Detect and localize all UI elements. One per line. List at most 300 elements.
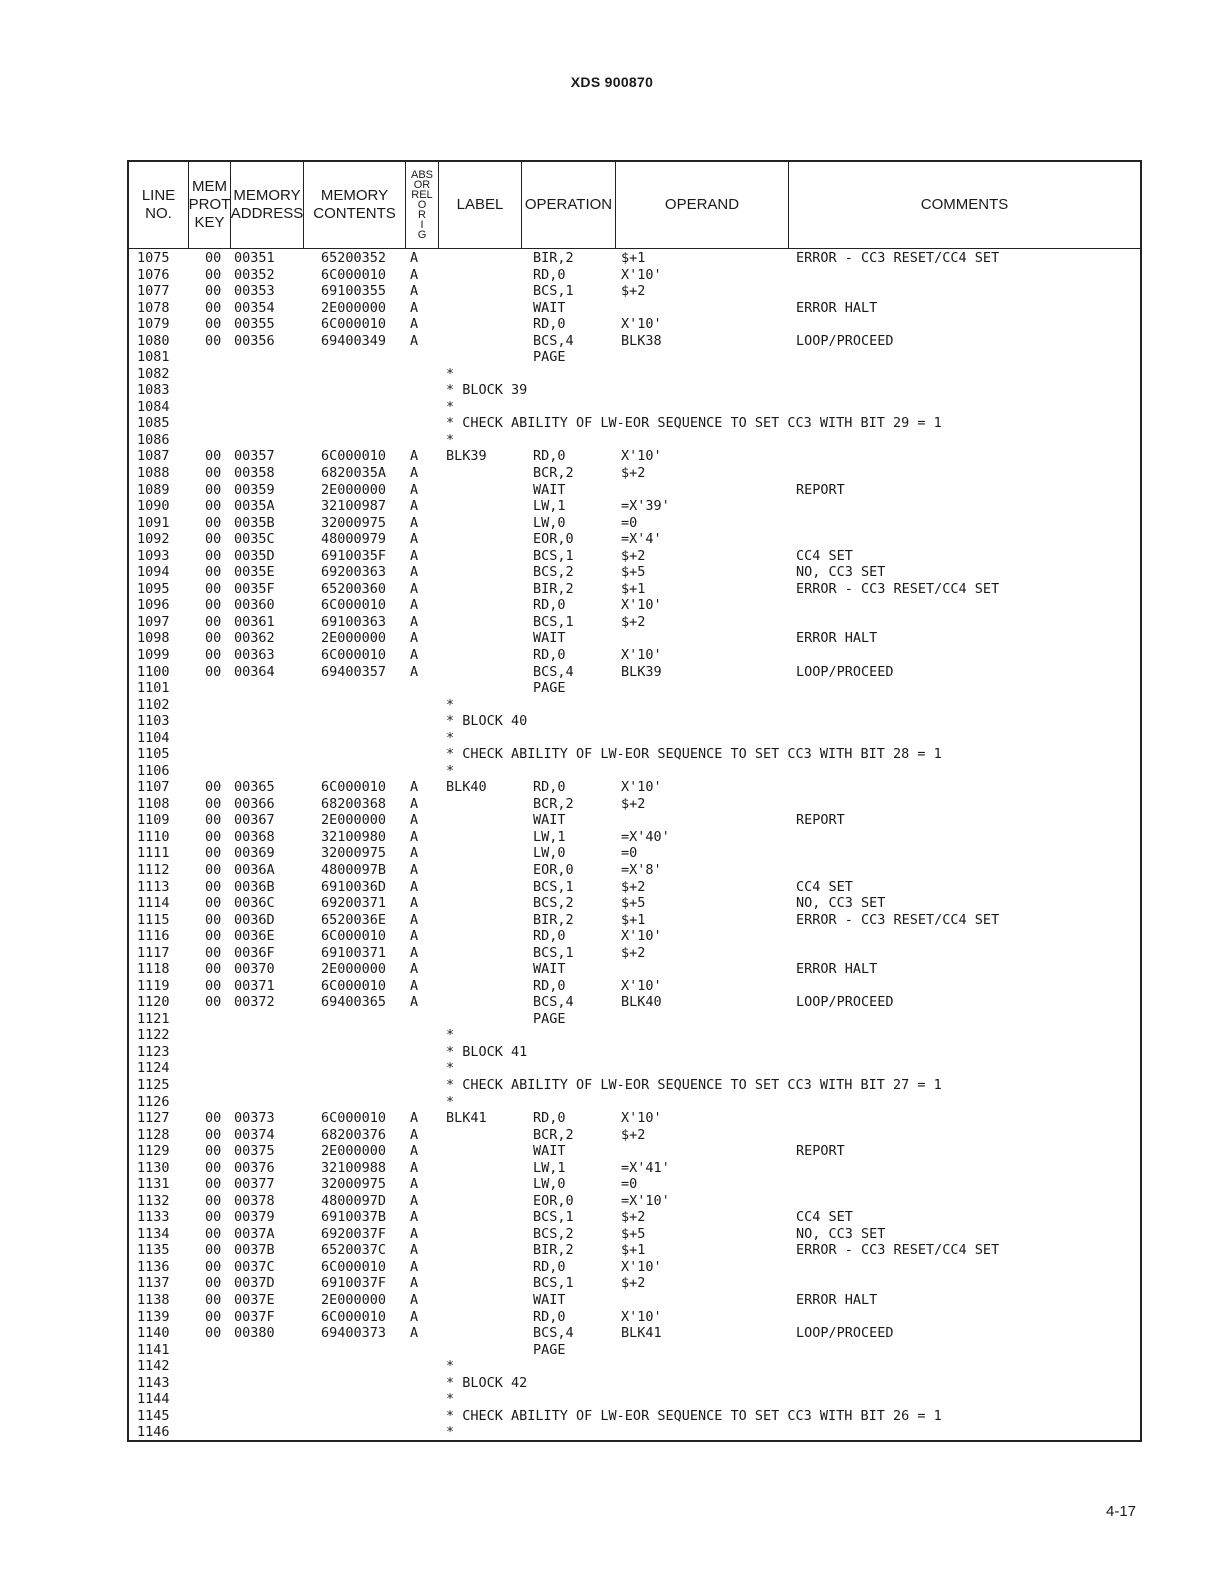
operand-cell: =0 — [621, 845, 638, 862]
line-number: 1113 — [137, 878, 170, 895]
abs-rel-flag: A — [410, 283, 419, 300]
operand-cell: X'10' — [621, 1110, 662, 1127]
mem-prot-key: 00 — [205, 547, 222, 564]
table-row — [129, 1110, 1140, 1127]
memory-address: 00367 — [234, 812, 275, 829]
comment-cell: REPORT — [796, 812, 845, 829]
label-cell: * — [446, 1093, 455, 1110]
memory-contents: 68200376 — [321, 1126, 387, 1143]
mem-prot-key: 00 — [205, 928, 222, 945]
abs-rel-flag: A — [410, 1209, 419, 1226]
table-row — [129, 895, 1140, 912]
comment-cell: REPORT — [796, 1143, 845, 1160]
mem-prot-key: 00 — [205, 795, 222, 812]
memory-contents: 32100987 — [321, 498, 387, 515]
line-number: 1110 — [137, 828, 170, 845]
table-row — [129, 1358, 1140, 1375]
table-row — [129, 862, 1140, 879]
operand-cell: X'10' — [621, 977, 662, 994]
operand-cell: $+1 — [621, 1242, 646, 1259]
comment-cell: LOOP/PROCEED — [796, 332, 894, 349]
label-cell: BLK40 — [446, 779, 487, 796]
operand-cell: $+2 — [621, 795, 646, 812]
mem-prot-key: 00 — [205, 779, 222, 796]
line-number: 1111 — [137, 845, 170, 862]
memory-address: 0037A — [234, 1225, 275, 1242]
operand-cell: =X'8' — [621, 861, 662, 878]
table-row — [129, 680, 1140, 697]
abs-rel-flag: A — [410, 266, 419, 283]
line-number: 1128 — [137, 1126, 170, 1143]
comment-cell: LOOP/PROCEED — [796, 1325, 894, 1342]
comment-cell: CC4 SET — [796, 1209, 853, 1226]
operand-cell: X'10' — [621, 316, 662, 333]
memory-contents: 6C000010 — [321, 1308, 387, 1325]
abs-rel-flag: A — [410, 1325, 419, 1342]
label-cell: * — [446, 431, 455, 448]
line-number: 1106 — [137, 762, 170, 779]
operation-cell: LW,1 — [533, 1159, 566, 1176]
abs-rel-flag: A — [410, 1242, 419, 1259]
header-memory-address: MEMORY ADDRESS — [230, 187, 304, 222]
abs-rel-flag: A — [410, 812, 419, 829]
memory-address: 0035C — [234, 531, 275, 548]
memory-address: 00365 — [234, 779, 275, 796]
header-operand: OPERAND — [664, 196, 740, 213]
label-cell: * BLOCK 39 — [446, 382, 528, 399]
comment-cell: ERROR HALT — [796, 961, 878, 978]
operation-cell: RD,0 — [533, 316, 566, 333]
table-row — [129, 465, 1140, 482]
table-row — [129, 333, 1140, 350]
memory-address: 00364 — [234, 663, 275, 680]
line-number: 1129 — [137, 1143, 170, 1160]
memory-address: 00361 — [234, 613, 275, 630]
comment-cell: LOOP/PROCEED — [796, 994, 894, 1011]
line-number: 1144 — [137, 1391, 170, 1408]
operand-cell: $+2 — [621, 547, 646, 564]
abs-rel-flag: A — [410, 977, 419, 994]
mem-prot-key: 00 — [205, 630, 222, 647]
mem-prot-key: 00 — [205, 1209, 222, 1226]
table-row — [129, 366, 1140, 383]
line-number: 1142 — [137, 1358, 170, 1375]
operation-cell: LW,1 — [533, 828, 566, 845]
abs-rel-flag: A — [410, 299, 419, 316]
operand-cell: $+5 — [621, 564, 646, 581]
operation-cell: WAIT — [533, 961, 566, 978]
memory-contents: 6910036D — [321, 878, 387, 895]
abs-rel-flag: A — [410, 663, 419, 680]
label-cell: * CHECK ABILITY OF LW-EOR SEQUENCE TO SET CC3 WITH BIT 26 = 1 — [446, 1407, 942, 1424]
operation-cell: BCS,1 — [533, 1209, 574, 1226]
mem-prot-key: 00 — [205, 895, 222, 912]
operation-cell: PAGE — [533, 1341, 566, 1358]
table-row — [129, 581, 1140, 598]
line-number: 1080 — [137, 332, 170, 349]
mem-prot-key: 00 — [205, 1192, 222, 1209]
line-number: 1130 — [137, 1159, 170, 1176]
operation-cell: BCS,2 — [533, 1225, 574, 1242]
memory-contents: 2E000000 — [321, 961, 387, 978]
operand-cell: =0 — [621, 514, 638, 531]
operand-cell: =X'40' — [621, 828, 670, 845]
abs-rel-flag: A — [410, 250, 419, 266]
mem-prot-key: 00 — [205, 812, 222, 829]
table-row — [129, 267, 1140, 284]
line-number: 1137 — [137, 1275, 170, 1292]
memory-contents: 69200371 — [321, 895, 387, 912]
line-number: 1121 — [137, 1010, 170, 1027]
operation-cell: RD,0 — [533, 1110, 566, 1127]
mem-prot-key: 00 — [205, 580, 222, 597]
operation-cell: EOR,0 — [533, 861, 574, 878]
header-divider — [129, 248, 1140, 249]
mem-prot-key: 00 — [205, 613, 222, 630]
memory-contents: 69400365 — [321, 994, 387, 1011]
memory-contents: 6910035F — [321, 547, 387, 564]
table-row — [129, 515, 1140, 532]
table-row — [129, 1176, 1140, 1193]
abs-rel-flag: A — [410, 564, 419, 581]
label-cell: * — [446, 1424, 455, 1441]
table-row — [129, 300, 1140, 317]
line-number: 1122 — [137, 1027, 170, 1044]
memory-contents: 2E000000 — [321, 1292, 387, 1309]
mem-prot-key: 00 — [205, 1110, 222, 1127]
mem-prot-key: 00 — [205, 266, 222, 283]
line-number: 1115 — [137, 911, 170, 928]
table-row — [129, 498, 1140, 515]
table-row — [129, 730, 1140, 747]
operand-cell: X'10' — [621, 1308, 662, 1325]
line-number: 1100 — [137, 663, 170, 680]
abs-rel-flag: A — [410, 861, 419, 878]
table-row — [129, 845, 1140, 862]
operation-cell: RD,0 — [533, 1258, 566, 1275]
label-cell: * — [446, 365, 455, 382]
label-cell: * CHECK ABILITY OF LW-EOR SEQUENCE TO SET CC3 WITH BIT 28 = 1 — [446, 746, 942, 763]
comment-cell: NO, CC3 SET — [796, 895, 886, 912]
line-number: 1089 — [137, 481, 170, 498]
memory-address: 00370 — [234, 961, 275, 978]
memory-contents: 6C000010 — [321, 266, 387, 283]
abs-rel-flag: A — [410, 547, 419, 564]
label-cell: BLK41 — [446, 1110, 487, 1127]
comment-cell: ERROR - CC3 RESET/CC4 SET — [796, 1242, 1000, 1259]
line-number: 1078 — [137, 299, 170, 316]
comment-cell: CC4 SET — [796, 547, 853, 564]
operand-cell: $+2 — [621, 1275, 646, 1292]
table-row — [129, 928, 1140, 945]
mem-prot-key: 00 — [205, 465, 222, 482]
memory-address: 00373 — [234, 1110, 275, 1127]
line-number: 1085 — [137, 415, 170, 432]
abs-rel-flag: A — [410, 1308, 419, 1325]
operand-cell: X'10' — [621, 1258, 662, 1275]
memory-address: 0036A — [234, 861, 275, 878]
table-row — [129, 382, 1140, 399]
memory-address: 00380 — [234, 1325, 275, 1342]
memory-contents: 6820035A — [321, 465, 387, 482]
table-row — [129, 614, 1140, 631]
mem-prot-key: 00 — [205, 977, 222, 994]
operation-cell: BCS,1 — [533, 878, 574, 895]
operation-cell: RD,0 — [533, 779, 566, 796]
table-row — [129, 1226, 1140, 1243]
operation-cell: RD,0 — [533, 646, 566, 663]
mem-prot-key: 00 — [205, 498, 222, 515]
line-number: 1123 — [137, 1043, 170, 1060]
line-number: 1081 — [137, 349, 170, 366]
operand-cell: =0 — [621, 1176, 638, 1193]
line-number: 1105 — [137, 746, 170, 763]
comment-cell: ERROR - CC3 RESET/CC4 SET — [796, 250, 1000, 266]
table-row — [129, 1160, 1140, 1177]
memory-contents: 2E000000 — [321, 630, 387, 647]
line-number: 1084 — [137, 398, 170, 415]
label-cell: * CHECK ABILITY OF LW-EOR SEQUENCE TO SET CC3 WITH BIT 29 = 1 — [446, 415, 942, 432]
table-row — [129, 1077, 1140, 1094]
memory-contents: 6C000010 — [321, 448, 387, 465]
comment-cell: ERROR - CC3 RESET/CC4 SET — [796, 911, 1000, 928]
memory-contents: 32000975 — [321, 1176, 387, 1193]
operation-cell: BCS,1 — [533, 547, 574, 564]
mem-prot-key: 00 — [205, 514, 222, 531]
table-row — [129, 630, 1140, 647]
mem-prot-key: 00 — [205, 1159, 222, 1176]
header-mem-prot-key: MEM PROT KEY — [188, 178, 231, 231]
table-row — [129, 945, 1140, 962]
line-number: 1103 — [137, 713, 170, 730]
line-number: 1126 — [137, 1093, 170, 1110]
abs-rel-flag: A — [410, 531, 419, 548]
line-number: 1095 — [137, 580, 170, 597]
operation-cell: LW,0 — [533, 845, 566, 862]
memory-address: 0036B — [234, 878, 275, 895]
line-number: 1117 — [137, 944, 170, 961]
table-row — [129, 879, 1140, 896]
mem-prot-key: 00 — [205, 994, 222, 1011]
mem-prot-key: 00 — [205, 1176, 222, 1193]
memory-address: 0035F — [234, 580, 275, 597]
memory-address: 00379 — [234, 1209, 275, 1226]
line-number: 1088 — [137, 465, 170, 482]
line-number: 1127 — [137, 1110, 170, 1127]
abs-rel-flag: A — [410, 332, 419, 349]
table-row — [129, 1193, 1140, 1210]
table-row — [129, 664, 1140, 681]
operation-cell: BCS,4 — [533, 1325, 574, 1342]
operand-cell: $+2 — [621, 944, 646, 961]
mem-prot-key: 00 — [205, 1292, 222, 1309]
memory-contents: 6C000010 — [321, 316, 387, 333]
abs-rel-flag: A — [410, 1159, 419, 1176]
abs-rel-flag: A — [410, 994, 419, 1011]
label-cell: * — [446, 1060, 455, 1077]
operand-cell: X'10' — [621, 646, 662, 663]
operation-cell: RD,0 — [533, 266, 566, 283]
memory-contents: 6520036E — [321, 911, 387, 928]
operation-cell: BCS,4 — [533, 332, 574, 349]
abs-rel-flag: A — [410, 1258, 419, 1275]
memory-address: 00351 — [234, 250, 275, 266]
table-row — [129, 796, 1140, 813]
mem-prot-key: 00 — [205, 911, 222, 928]
mem-prot-key: 00 — [205, 1275, 222, 1292]
memory-contents: 69400373 — [321, 1325, 387, 1342]
memory-address: 0035D — [234, 547, 275, 564]
assembly-listing-table — [127, 160, 1142, 1442]
line-number: 1108 — [137, 795, 170, 812]
memory-contents: 69100363 — [321, 613, 387, 630]
operation-cell: BCR,2 — [533, 795, 574, 812]
mem-prot-key: 00 — [205, 961, 222, 978]
memory-address: 00356 — [234, 332, 275, 349]
abs-rel-flag: A — [410, 498, 419, 515]
memory-address: 00354 — [234, 299, 275, 316]
table-row — [129, 713, 1140, 730]
table-row — [129, 399, 1140, 416]
label-cell: * — [446, 1358, 455, 1375]
memory-address: 00377 — [234, 1176, 275, 1193]
operation-cell: PAGE — [533, 1010, 566, 1027]
line-number: 1077 — [137, 283, 170, 300]
mem-prot-key: 00 — [205, 564, 222, 581]
operation-cell: BCS,4 — [533, 994, 574, 1011]
label-cell: * — [446, 762, 455, 779]
memory-address: 00369 — [234, 845, 275, 862]
operand-cell: =X'4' — [621, 531, 662, 548]
table-row — [129, 1391, 1140, 1408]
table-row — [129, 1127, 1140, 1144]
operand-cell: BLK40 — [621, 994, 662, 1011]
memory-address: 0036E — [234, 928, 275, 945]
memory-contents: 2E000000 — [321, 481, 387, 498]
header-comments: COMMENTS — [920, 196, 1009, 213]
memory-address: 00371 — [234, 977, 275, 994]
operation-cell: PAGE — [533, 349, 566, 366]
line-number: 1099 — [137, 646, 170, 663]
line-number: 1109 — [137, 812, 170, 829]
memory-contents: 32000975 — [321, 845, 387, 862]
mem-prot-key: 00 — [205, 1258, 222, 1275]
memory-contents: 2E000000 — [321, 1143, 387, 1160]
memory-address: 0037C — [234, 1258, 275, 1275]
table-row — [129, 1209, 1140, 1226]
memory-address: 00375 — [234, 1143, 275, 1160]
abs-rel-flag: A — [410, 961, 419, 978]
operation-cell: BCR,2 — [533, 1126, 574, 1143]
memory-address: 0035E — [234, 564, 275, 581]
line-number: 1140 — [137, 1325, 170, 1342]
mem-prot-key: 00 — [205, 250, 222, 266]
memory-contents: 6520037C — [321, 1242, 387, 1259]
abs-rel-flag: A — [410, 597, 419, 614]
abs-rel-flag: A — [410, 316, 419, 333]
memory-address: 0037B — [234, 1242, 275, 1259]
line-number: 1086 — [137, 431, 170, 448]
operation-cell: WAIT — [533, 1292, 566, 1309]
line-number: 1090 — [137, 498, 170, 515]
table-row — [129, 994, 1140, 1011]
operand-cell: =X'10' — [621, 1192, 670, 1209]
table-row — [129, 548, 1140, 565]
operation-cell: BCR,2 — [533, 465, 574, 482]
table-row — [129, 1292, 1140, 1309]
operand-cell: X'10' — [621, 928, 662, 945]
line-number: 1120 — [137, 994, 170, 1011]
table-row — [129, 564, 1140, 581]
header-memory-contents: MEMORY CONTENTS — [313, 187, 396, 222]
operation-cell: BIR,2 — [533, 911, 574, 928]
operation-cell: BCS,2 — [533, 895, 574, 912]
table-row — [129, 912, 1140, 929]
operation-cell: EOR,0 — [533, 1192, 574, 1209]
line-number: 1138 — [137, 1292, 170, 1309]
memory-address: 00357 — [234, 448, 275, 465]
comment-cell: ERROR HALT — [796, 630, 878, 647]
memory-contents: 2E000000 — [321, 812, 387, 829]
line-number: 1102 — [137, 696, 170, 713]
operation-cell: BIR,2 — [533, 580, 574, 597]
operation-cell: BCS,1 — [533, 1275, 574, 1292]
mem-prot-key: 00 — [205, 1143, 222, 1160]
line-number: 1097 — [137, 613, 170, 630]
memory-address: 00366 — [234, 795, 275, 812]
mem-prot-key: 00 — [205, 481, 222, 498]
line-number: 1145 — [137, 1407, 170, 1424]
table-row — [129, 1242, 1140, 1259]
mem-prot-key: 00 — [205, 283, 222, 300]
mem-prot-key: 00 — [205, 448, 222, 465]
operand-cell: $+1 — [621, 911, 646, 928]
memory-contents: 48000979 — [321, 531, 387, 548]
operation-cell: WAIT — [533, 481, 566, 498]
label-cell: * — [446, 696, 455, 713]
operand-cell: BLK41 — [621, 1325, 662, 1342]
line-number: 1112 — [137, 861, 170, 878]
operation-cell: LW,0 — [533, 514, 566, 531]
line-number: 1141 — [137, 1341, 170, 1358]
memory-address: 0036D — [234, 911, 275, 928]
memory-address: 0037E — [234, 1292, 275, 1309]
comment-cell: NO, CC3 SET — [796, 1225, 886, 1242]
line-number: 1124 — [137, 1060, 170, 1077]
abs-rel-flag: A — [410, 1176, 419, 1193]
operation-cell: RD,0 — [533, 928, 566, 945]
mem-prot-key: 00 — [205, 299, 222, 316]
memory-address: 0036F — [234, 944, 275, 961]
abs-rel-flag: A — [410, 630, 419, 647]
line-number: 1083 — [137, 382, 170, 399]
mem-prot-key: 00 — [205, 332, 222, 349]
table-row — [129, 1060, 1140, 1077]
page-number: 4-17 — [1106, 1503, 1137, 1520]
abs-rel-flag: A — [410, 779, 419, 796]
abs-rel-flag: A — [410, 795, 419, 812]
operand-cell: X'10' — [621, 448, 662, 465]
operation-cell: BIR,2 — [533, 250, 574, 266]
line-number: 1132 — [137, 1192, 170, 1209]
mem-prot-key: 00 — [205, 663, 222, 680]
memory-contents: 4800097B — [321, 861, 387, 878]
line-number: 1135 — [137, 1242, 170, 1259]
memory-address: 0036C — [234, 895, 275, 912]
memory-address: 00359 — [234, 481, 275, 498]
comment-cell: REPORT — [796, 481, 845, 498]
line-number: 1098 — [137, 630, 170, 647]
